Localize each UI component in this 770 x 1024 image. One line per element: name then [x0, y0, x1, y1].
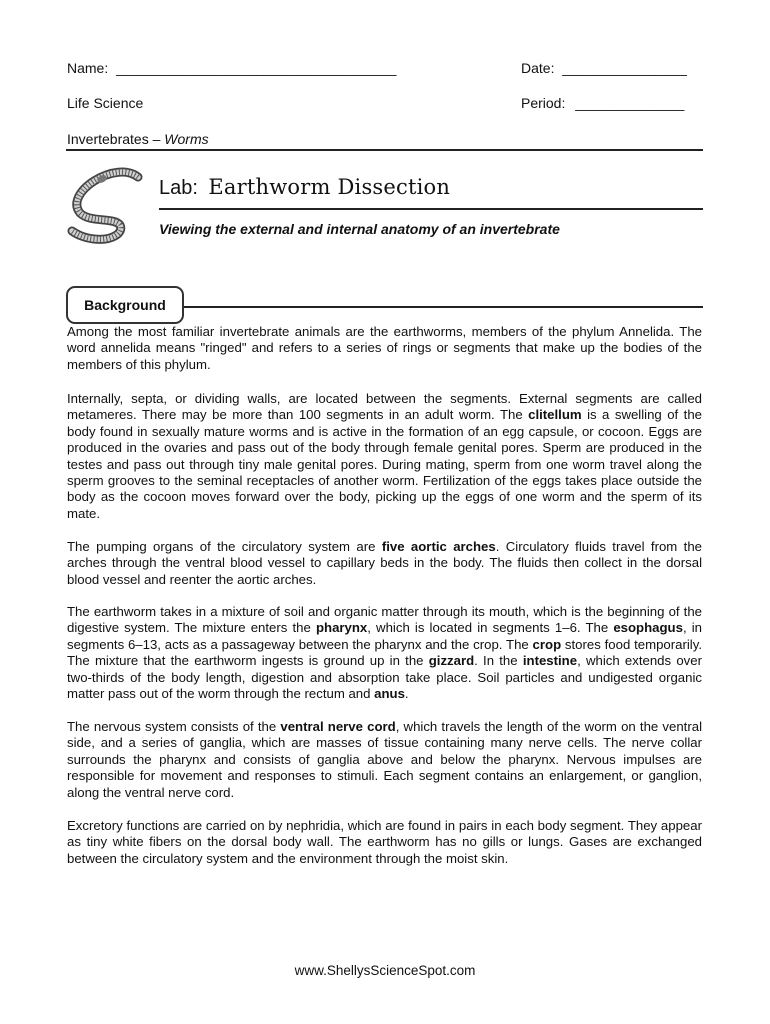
date-field[interactable]: ________________ [562, 60, 687, 76]
text-run: The earthworm takes in a mixture of soil and organic matter through its mouth, which is the beginning of the digestive system. The mixture enters the [67, 604, 702, 636]
text-run: . In the [474, 653, 523, 669]
paragraph-annelida [67, 324, 702, 373]
text-run: . Circulatory fluids travel from the arches through the ventral blood vessel to capillary beds in the body. The fluids then collect in the dorsal blood vessel and reenter the aortic arches. [67, 539, 702, 587]
bold-term: pharynx [315, 620, 368, 636]
name-field[interactable]: ____________________________________ [116, 60, 397, 76]
paragraph-nervous [67, 719, 702, 801]
text-run: is a swelling of the body found in sexually mature worms and is active in the formation of an egg capsule, or cocoon. Eggs are produced in the ovaries and pass out of the body through female genital pores. Sperm are produced in the testes and pass out through tiny male genital pores. During mating, sperm from one worm travel along the sperm grooves to the seminal receptacles of another worm. Fertilization of the eggs takes place outside the body as the cocoon moves forward over the body, picking up the eggs of one worm and the sperm of its mate. [67, 407, 702, 521]
text-run: , in segments 6–13, acts as a passageway between the pharynx and the crop. The [67, 620, 702, 652]
period-label: Period: [521, 95, 566, 111]
bold-term: intestine [522, 653, 578, 669]
paragraph-digestive [67, 604, 702, 702]
text-run: , which is located in segments 1–6. The [367, 620, 614, 636]
section-divider [180, 306, 703, 308]
unit-prefix: Invertebrates – [67, 131, 165, 147]
text-run: . [404, 686, 409, 702]
text-run: stores food temporarily. The mixture that the earthworm ingests is ground up in the [67, 636, 703, 669]
bold-term: esophagus [613, 620, 683, 636]
bold-term: clitellum [528, 407, 582, 423]
earthworm-icon [62, 165, 152, 247]
bold-term: ventral nerve cord [280, 719, 396, 734]
subject-label: Life Science [67, 95, 144, 111]
text-run: The nervous system consists of the [67, 719, 281, 734]
text-run: The pumping organs of the circulatory system are [67, 539, 382, 554]
text-run: , which extends over two-thirds of the body length, digestion and absorption take place. Soil particles and undigested organic matter pass out of the worm through the rectum and [67, 653, 702, 702]
section-title: Background [66, 286, 184, 324]
period-line [521, 95, 684, 111]
bold-term: gizzard [428, 653, 475, 669]
footer-website: www.ShellysScienceSpot.com [294, 963, 476, 978]
lab-name: Earthworm Dissection [208, 175, 451, 199]
bold-term: five aortic arches [381, 539, 496, 554]
unit-topic: Worms [164, 131, 209, 147]
name-label: Name: [67, 60, 109, 76]
text-run: Internally, septa, or dividing walls, are located between the segments. External segments are called metameres. There may be more than 100 segments in an adult worm. The [67, 391, 702, 423]
paragraph-segments [67, 391, 702, 522]
text-run: Excretory functions are carried on by nephridia, which are found in pairs in each body segment. They appear as tiny white fibers on the dorsal body wall. The earthworm has no gills or lungs. Gases are exchanged between the circulatory system and the environment through the moist skin. [67, 818, 702, 866]
date-line [521, 60, 687, 76]
unit-line [67, 131, 209, 147]
bold-term: crop [532, 636, 562, 652]
paragraph-circulatory [67, 539, 702, 588]
title-divider [159, 208, 703, 210]
paragraph-excretory [67, 818, 702, 867]
bold-term: anus [374, 686, 405, 702]
text-run: Among the most familiar invertebrate animals are the earthworms, members of the phylum Annelida. The word annelida means "ringed" and refers to a series of rings or segments that make up the bodies of the members of this phylum. [67, 324, 702, 372]
text-run: , which travels the length of the worm on the ventral side, and a series of ganglia, which are masses of tissue containing many nerve cells. The nerve collar surrounds the pharynx and consists of ganglia above and below the pharynx. Nervous impulses are responsible for movement and responses to stimuli. Each segment contains an enlargement, or ganglion, along the ventral nerve cord. [67, 719, 702, 800]
lab-title [159, 175, 450, 200]
header-divider [66, 149, 703, 151]
name-line [67, 60, 396, 76]
date-label: Date: [521, 60, 555, 76]
lab-subtitle: Viewing the external and internal anatomy of an invertebrate [159, 221, 560, 237]
lab-prefix: Lab: [159, 177, 198, 199]
period-field[interactable]: ______________ [575, 95, 685, 111]
